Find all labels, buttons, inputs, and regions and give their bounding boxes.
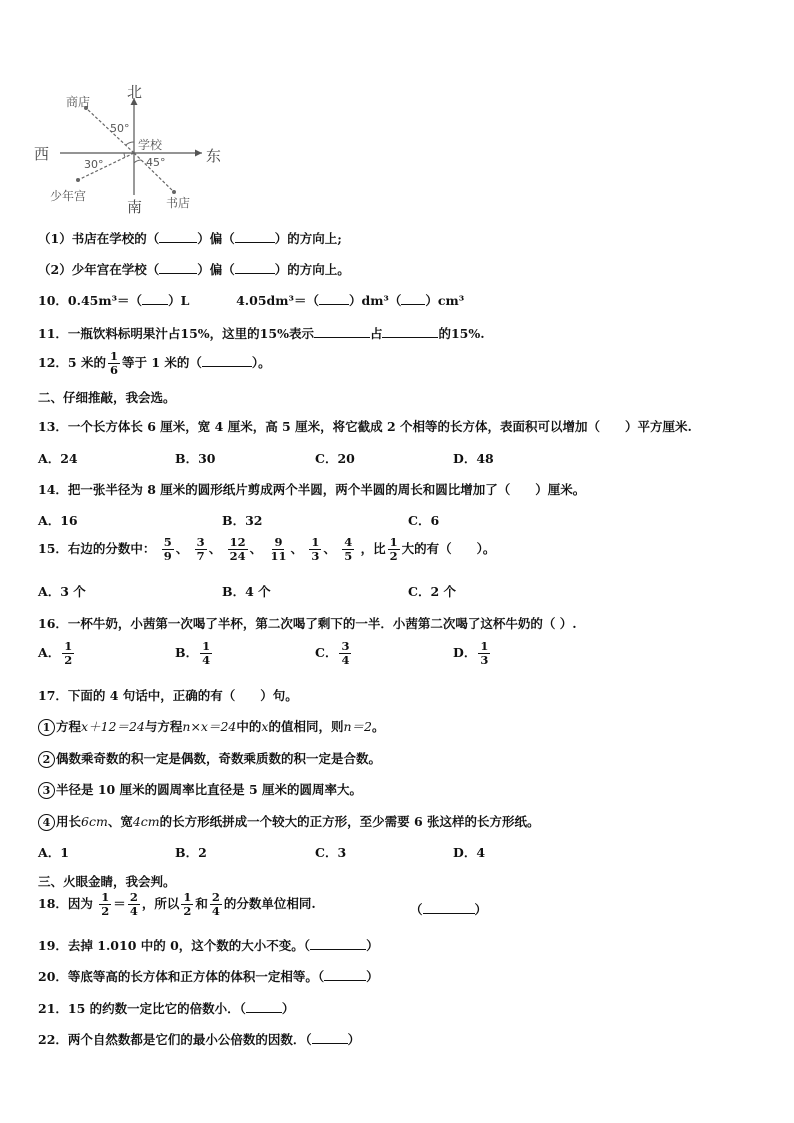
q17-statement-3: 3 半径是 10 厘米的圆周率比直径是 5 厘米的圆周率大。: [38, 780, 362, 799]
angle-book: 45°: [146, 156, 166, 169]
q17-option-d[interactable]: D．4: [453, 845, 486, 860]
q17-statement-2: 2 偶数乘奇数的积一定是偶数，奇数乘质数的积一定是合数。: [38, 749, 381, 768]
label-youth-palace: 少年宫: [50, 189, 87, 203]
q13-option-b[interactable]: B．30: [175, 451, 216, 466]
q14-option-a[interactable]: A．16: [38, 513, 78, 528]
q15-option-a[interactable]: A．3 个: [38, 584, 86, 599]
q13-option-d[interactable]: D．48: [453, 451, 494, 466]
fraction: $\frac{3}{7}$: [196, 535, 205, 563]
q17-option-c[interactable]: C．3: [315, 845, 347, 860]
q17-option-a[interactable]: A．1: [38, 845, 69, 860]
q22: 22．两个自然数都是它们的最小公倍数的因数．（ ）: [38, 1032, 361, 1047]
q17-statement-4: 4 用长6cm、宽4cm的长方形纸拼成一个较大的正方形，至少需要 6 张这样的长方形纸。: [38, 812, 540, 831]
q14: 14．把一张半径为 8 厘米的圆形纸片剪成两个半圆，两个半圆的周长和圆比增加了（ ）厘米。: [38, 482, 586, 497]
label-south: 南: [127, 198, 143, 215]
section-3-title: 三、火眼金睛，我会判。: [38, 874, 176, 889]
label-east: 东: [206, 147, 222, 165]
q20: 20．等底等高的长方体和正方体的体积一定相等。（ ）: [38, 969, 379, 984]
q14-option-c[interactable]: C．6: [408, 513, 440, 528]
q16-option-a[interactable]: A． $\frac{1}{2}$: [38, 639, 73, 667]
fraction: $\frac{12}{24}$: [229, 535, 246, 563]
q15: 15．右边的分数中： $\frac{5}{9}$ 、 $\frac{3}{7}$ 、 $\frac{12}{24}$ 、 $\frac{9}{11}$ 、 $\frac{1}{3}$ 、 $\frac{4}{5}$ ，比 $\frac{1}{2}$ 大的有（ ）。: [38, 535, 496, 563]
q13-option-a[interactable]: A．24: [38, 451, 78, 466]
q15-option-c[interactable]: C．2 个: [408, 584, 456, 599]
fraction: $\frac{9}{11}$: [270, 535, 287, 563]
q16-option-d[interactable]: D． $\frac{1}{3}$: [453, 639, 489, 667]
fraction: $\frac{5}{9}$: [163, 535, 172, 563]
q13: 13．一个长方体长 6 厘米，宽 4 厘米，高 5 厘米，将它截成 2 个相等的长方体，表面积可以增加（ ）平方厘米.: [38, 419, 692, 434]
q10: 10．0.45m³＝（ ）L 4.05dm³＝（ ）dm³（ ）cm³: [38, 293, 465, 308]
q16-option-b[interactable]: B． $\frac{1}{4}$: [175, 639, 211, 667]
q13-option-c[interactable]: C．20: [315, 451, 355, 466]
q14-option-b[interactable]: B．32: [222, 513, 263, 528]
q17-option-b[interactable]: B．2: [175, 845, 207, 860]
label-shop: 商店: [66, 95, 91, 109]
label-west: 西: [34, 145, 50, 163]
q18: 18．因为 $\frac{1}{2}$ ＝ $\frac{2}{4}$ ，所以 $\frac{1}{2}$ 和 $\frac{2}{4}$ 的分数单位相同.: [38, 890, 316, 918]
q16: 16．一杯牛奶，小茜第一次喝了半杯，第二次喝了剩下的一半．小茜第二次喝了这杯牛奶的（ ）.: [38, 616, 577, 631]
angle-youth: 30°: [84, 158, 104, 171]
compass-diagram: [30, 80, 230, 215]
q11: 11．一瓶饮料标明果汁占15%，这里的15%表示 占 的15%.: [38, 326, 485, 341]
q15-option-b[interactable]: B．4 个: [222, 584, 271, 599]
q16-option-c[interactable]: C． $\frac{3}{4}$: [315, 639, 350, 667]
fraction: $\frac{1}{3}$: [311, 535, 320, 563]
q9-1: （1）书店在学校的（ ）偏（ ）的方向上;: [38, 231, 342, 246]
q19: 19．去掉 1.010 中的 0，这个数的大小不变。（ ）: [38, 938, 379, 953]
label-north: 北: [127, 83, 143, 101]
label-school: 学校: [138, 138, 163, 152]
fraction: $\frac{4}{5}$: [344, 535, 353, 563]
q9-2: （2）少年宫在学校（ ）偏（ ）的方向上。: [38, 262, 350, 277]
section-2-title: 二、仔细推敲，我会选。: [38, 390, 176, 405]
q17: 17．下面的 4 句话中，正确的有（ ）句。: [38, 688, 298, 703]
q12: 12．5 米的 $\frac{1}{6}$ 等于 1 米的（ ）。: [38, 349, 271, 377]
q18-answer[interactable]: （ ）: [410, 902, 488, 917]
q17-statement-1: 1 方程x＋12＝24与方程n×x＝24中的x的值相同，则n＝2。: [38, 717, 385, 736]
angle-shop: 50°: [110, 122, 130, 135]
label-bookstore: 书店: [166, 196, 191, 210]
q21: 21．15 的约数一定比它的倍数小．（ ）: [38, 1001, 295, 1016]
